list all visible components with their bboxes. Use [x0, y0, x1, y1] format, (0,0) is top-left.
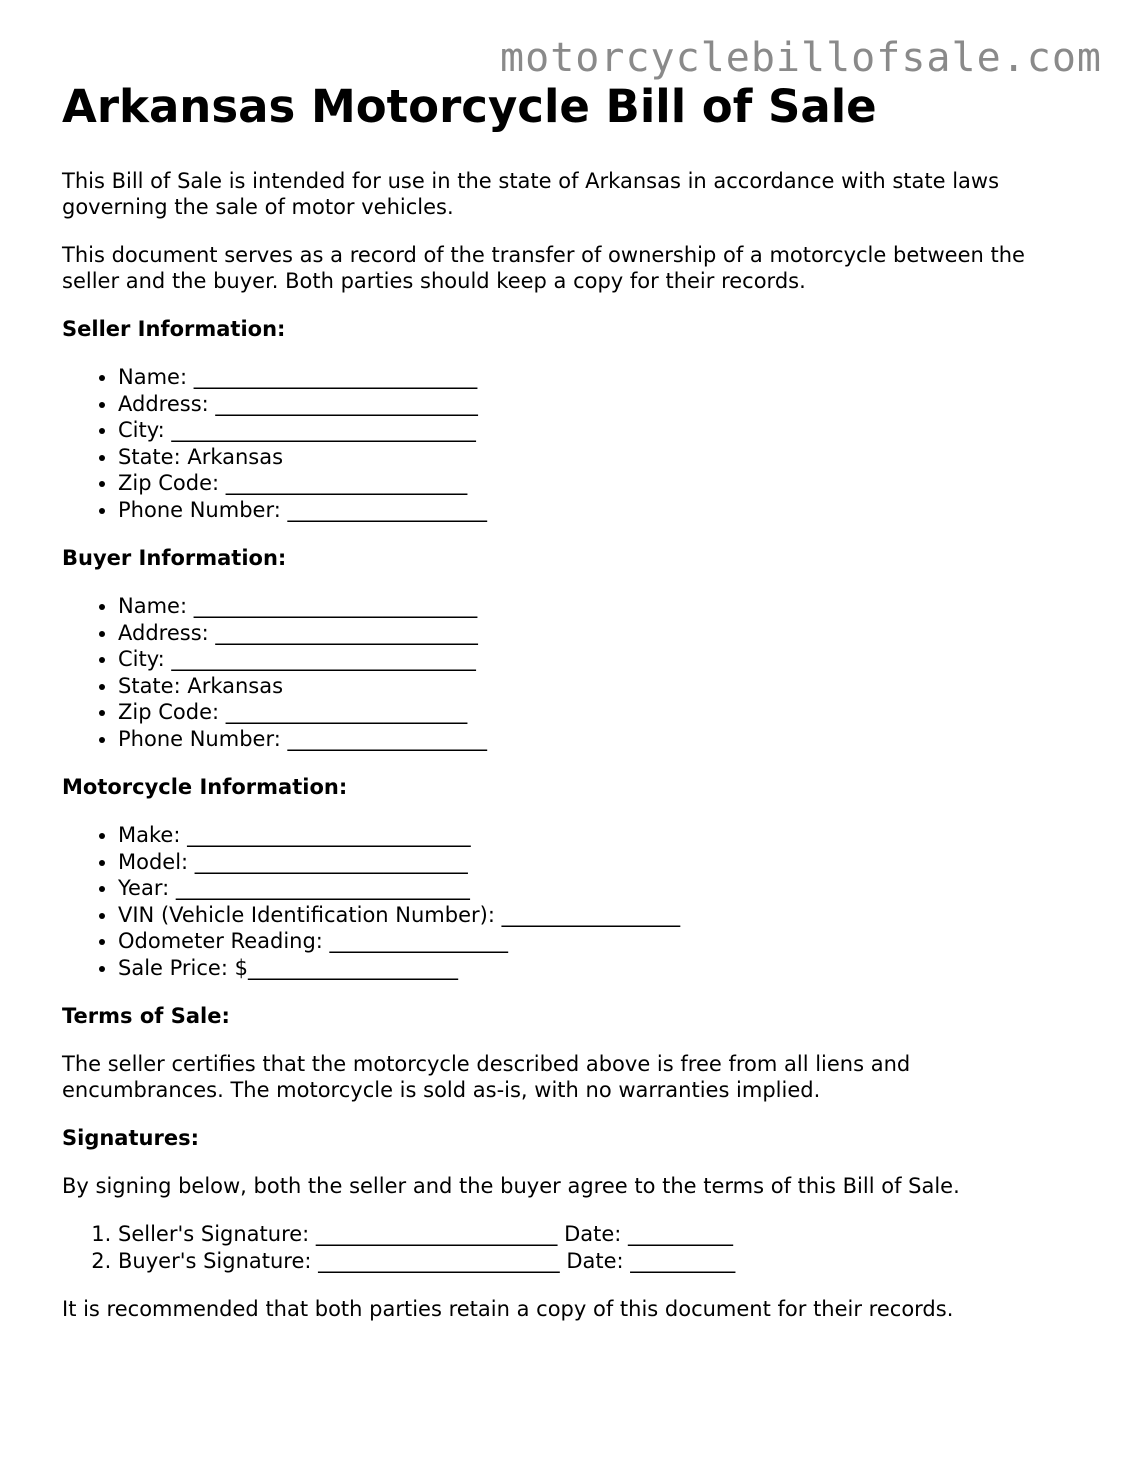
signatures-heading: Signatures:	[62, 1126, 199, 1150]
buyer-name-item: • Name: ___________________________	[118, 593, 1072, 620]
motorcycle-odometer-item: • Odometer Reading: _________________	[118, 928, 1072, 955]
terms-paragraph: The seller certifies that the motorcycle described above is free from all liens and encumbrances. The motorcycle is sold as-is, with no warranties implied.	[62, 1052, 911, 1102]
seller-heading: Seller Information:	[62, 317, 286, 341]
buyer-heading: Buyer Information:	[62, 546, 287, 570]
intro-paragraph-2: This document serves as a record of the transfer of ownership of a motorcycle between the seller and the buyer. Both parties should keep a copy for their records.	[62, 243, 1025, 293]
seller-address-item: • Address: _________________________	[118, 391, 1072, 418]
buyer-address-item: • Address: _________________________	[118, 620, 1072, 647]
buyer-phone-item: • Phone Number: ___________________	[118, 726, 1072, 753]
seller-phone-item: • Phone Number: ___________________	[118, 497, 1072, 524]
buyer-info-list	[62, 593, 1072, 752]
intro-paragraph-1: This Bill of Sale is intended for use in the state of Arkansas in accordance with state laws governing the sale of motor vehicles.	[62, 169, 1000, 219]
motorcycle-price-item: • Sale Price: $____________________	[118, 955, 1072, 982]
document-body	[62, 80, 1072, 1344]
seller-name-item: • Name: ___________________________	[118, 364, 1072, 391]
seller-city-item: • City: _____________________________	[118, 417, 1072, 444]
page-title: Arkansas Motorcycle Bill of Sale	[62, 80, 877, 133]
motorcycle-year-item: • Year: ____________________________	[118, 875, 1072, 902]
seller-state-item: • State: Arkansas	[118, 444, 1072, 471]
buyer-zip-item: • Zip Code: _______________________	[118, 699, 1072, 726]
motorcycle-info-list	[62, 822, 1072, 981]
motorcycle-heading: Motorcycle Information:	[62, 775, 348, 799]
motorcycle-vin-item: • VIN (Vehicle Identification Number): _________________	[118, 902, 1072, 929]
seller-zip-item: • Zip Code: _______________________	[118, 470, 1072, 497]
signatures-paragraph: By signing below, both the seller and the buyer agree to the terms of this Bill of Sale.	[62, 1174, 960, 1198]
seller-info-list	[62, 364, 1072, 523]
motorcycle-make-item: • Make: ___________________________	[118, 822, 1072, 849]
signature-list	[62, 1221, 1072, 1274]
closing-paragraph: It is recommended that both parties retain a copy of this document for their records.	[62, 1297, 954, 1321]
buyer-city-item: • City: _____________________________	[118, 646, 1072, 673]
site-watermark: motorcyclebillofsale.com	[500, 35, 1102, 81]
motorcycle-model-item: • Model: __________________________	[118, 849, 1072, 876]
seller-signature-item: 1. Seller's Signature: _______________________ Date: __________	[118, 1221, 1072, 1248]
buyer-state-item: • State: Arkansas	[118, 673, 1072, 700]
buyer-signature-item: 2. Buyer's Signature: _______________________ Date: __________	[118, 1248, 1072, 1275]
terms-heading: Terms of Sale:	[62, 1004, 230, 1028]
